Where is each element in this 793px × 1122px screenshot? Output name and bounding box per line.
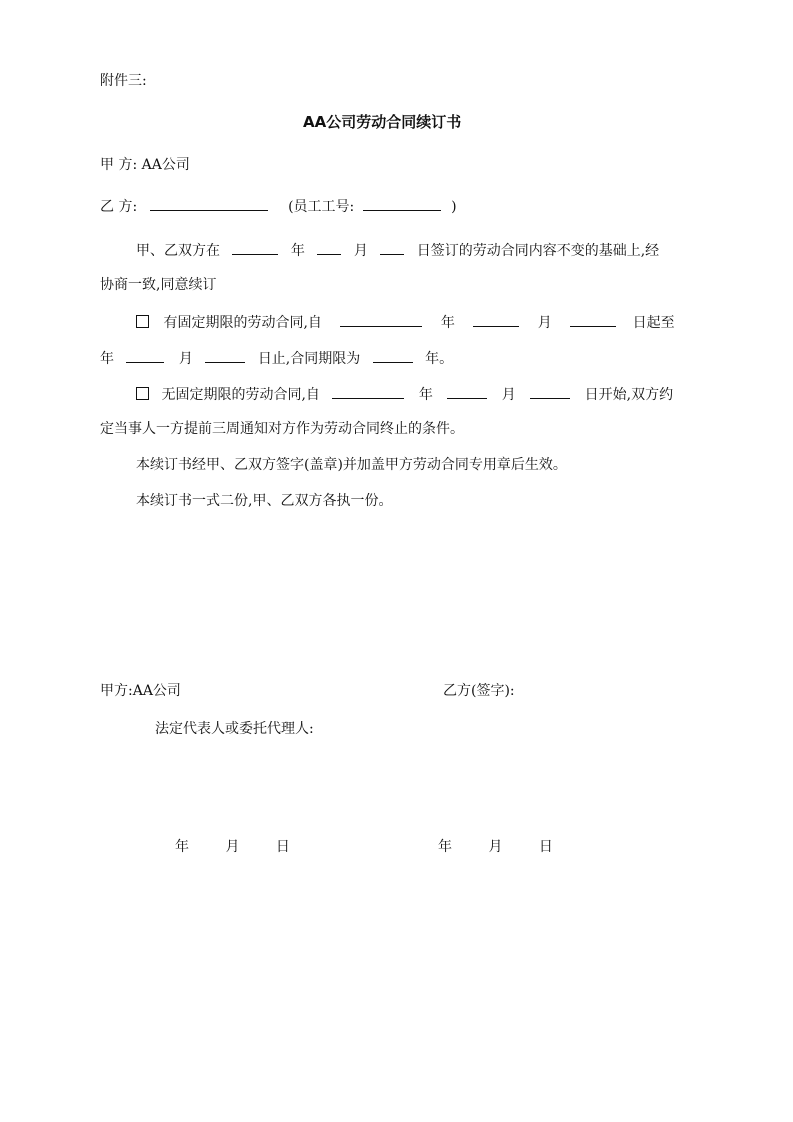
party-a-line bbox=[100, 156, 190, 174]
para1-month: 月 bbox=[353, 243, 368, 259]
option2-day-blank[interactable] bbox=[530, 384, 570, 399]
date-b bbox=[438, 838, 553, 856]
option1-checkbox[interactable] bbox=[136, 315, 149, 328]
option1-year2: 年 bbox=[100, 351, 114, 367]
option1-month2-blank[interactable] bbox=[205, 348, 245, 363]
option2-line2: 定当事人一方提前三周通知对方作为劳动合同终止的条件。 bbox=[100, 421, 464, 437]
para1-text2: 日签订的劳动合同内容不变的基础上,经 bbox=[416, 243, 660, 259]
para1-month-blank[interactable] bbox=[317, 240, 341, 255]
option1-day-from: 日起至 bbox=[632, 315, 675, 331]
party-b-line bbox=[100, 196, 457, 216]
option1-line1 bbox=[136, 312, 675, 332]
date-a-day: 日 bbox=[275, 839, 290, 855]
para1-year-blank[interactable] bbox=[232, 240, 278, 255]
legal-representative: 法定代表人或委托代理人: bbox=[155, 721, 314, 737]
option2-month-blank[interactable] bbox=[447, 384, 487, 399]
option1-month2: 月 bbox=[178, 351, 193, 367]
employee-no-close: ) bbox=[451, 199, 457, 215]
sign-party-a: 甲方:AA公司 bbox=[100, 683, 181, 699]
para1-line1 bbox=[136, 240, 659, 260]
date-b-month: 月 bbox=[488, 839, 503, 855]
party-a-value: AA公司 bbox=[141, 157, 190, 173]
option1-year-blank[interactable] bbox=[340, 312, 422, 327]
party-a-label: 甲 方: bbox=[100, 157, 138, 173]
option2-line1 bbox=[136, 384, 673, 404]
option2-text1: 无固定期限的劳动合同,自 bbox=[161, 387, 320, 403]
date-b-year: 年 bbox=[438, 839, 452, 855]
employee-no-label: (员工工号: bbox=[288, 199, 355, 215]
attachment-label: 附件三: bbox=[100, 73, 147, 89]
option1-day-blank[interactable] bbox=[570, 312, 616, 327]
option2-year-blank[interactable] bbox=[332, 384, 404, 399]
para1-day-blank[interactable] bbox=[380, 240, 404, 255]
para1-text1: 甲、乙双方在 bbox=[136, 243, 220, 259]
option1-years: 年。 bbox=[425, 351, 454, 367]
option1-text1: 有固定期限的劳动合同,自 bbox=[163, 315, 322, 331]
sign-party-b: 乙方(签字): bbox=[443, 683, 515, 699]
date-a bbox=[175, 838, 290, 856]
option1-term-blank[interactable] bbox=[373, 348, 413, 363]
party-b-label: 乙 方: bbox=[100, 199, 138, 215]
party-b-name-blank[interactable] bbox=[150, 196, 268, 211]
page-title: AA公司劳动合同续订书 bbox=[303, 113, 462, 131]
clause-copies: 本续订书一式二份,甲、乙双方各执一份。 bbox=[136, 493, 393, 509]
option2-year: 年 bbox=[418, 387, 433, 403]
employee-no-blank[interactable] bbox=[363, 196, 441, 211]
date-b-day: 日 bbox=[538, 839, 553, 855]
option1-month: 月 bbox=[537, 315, 552, 331]
option2-month: 月 bbox=[501, 387, 516, 403]
date-a-year: 年 bbox=[175, 839, 189, 855]
date-a-month: 月 bbox=[225, 839, 240, 855]
para1-year: 年 bbox=[290, 243, 305, 259]
option1-line2 bbox=[100, 348, 453, 368]
option1-day-to: 日止,合同期限为 bbox=[257, 351, 361, 367]
option1-year: 年 bbox=[440, 315, 455, 331]
option2-text2: 日开始,双方约 bbox=[584, 387, 674, 403]
para1-line2: 协商一致,同意续订 bbox=[100, 277, 217, 293]
option1-year2-blank[interactable] bbox=[126, 348, 164, 363]
clause-effective: 本续订书经甲、乙双方签字(盖章)并加盖甲方劳动合同专用章后生效。 bbox=[136, 457, 567, 473]
option2-checkbox[interactable] bbox=[136, 387, 149, 400]
option1-month-blank[interactable] bbox=[473, 312, 519, 327]
